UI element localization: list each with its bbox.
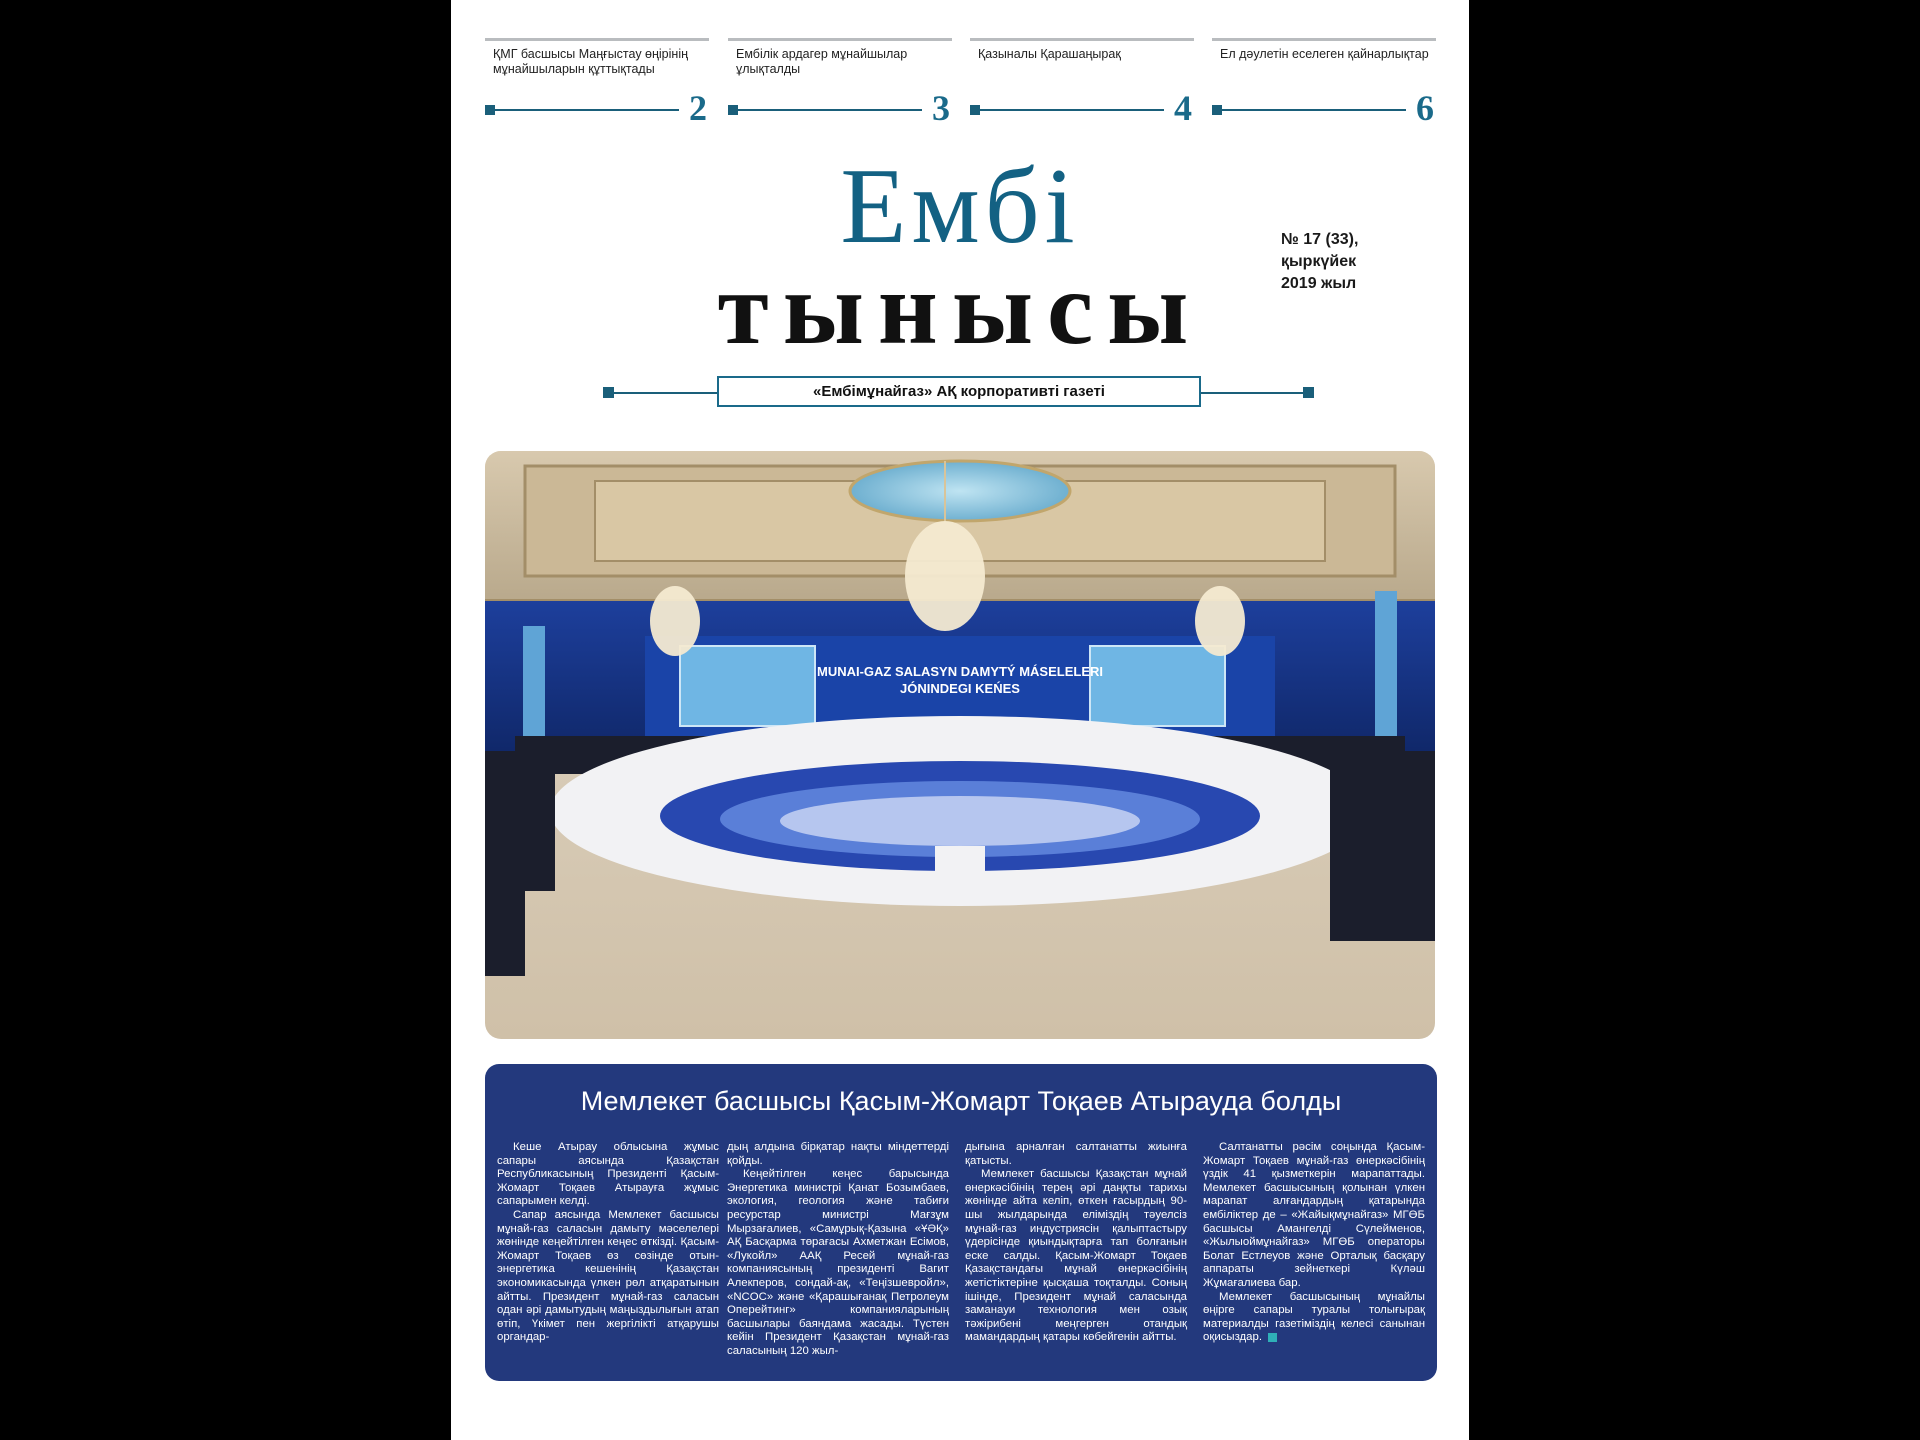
teaser-1[interactable] <box>485 38 709 128</box>
teaser-2[interactable] <box>728 38 952 128</box>
teaser-marker <box>728 105 738 115</box>
teaser-marker <box>485 105 495 115</box>
teaser-title: Қазыналы Қарашаңырақ <box>978 47 1121 61</box>
photo-banner-line1: MUNAI-GAZ SALASYN DAMYTÝ MÁSELELERI <box>817 664 1103 679</box>
article-column-4 <box>1203 1141 1425 1345</box>
teaser-marker <box>970 105 980 115</box>
teaser-4[interactable] <box>1212 38 1436 128</box>
subtitle-left-rule <box>609 392 717 394</box>
issue-number: № 17 (33), <box>1281 231 1359 248</box>
teaser-rule <box>980 109 1164 111</box>
masthead-title-line1: Ембі <box>840 147 1080 266</box>
issue-info <box>1281 229 1358 295</box>
photo-banner-line2: JÓNINDEGI KEŃES <box>900 681 1020 696</box>
teaser-page-number: 4 <box>1174 88 1192 128</box>
article-last-paragraph-text: Мемлекет басшысының мұнайлы өңірге сапары туралы толығырақ материалды газетіміздің келесі санынан оқисыздар. <box>1203 1290 1425 1344</box>
subtitle-box: «Ембімұнайгаз» АҚ корпоративті газеті <box>717 376 1201 407</box>
issue-month: қыркүйек <box>1281 253 1357 270</box>
article-paragraph <box>1203 1291 1425 1345</box>
article-paragraph: Мемлекет басшысы Қазақстан мұнай өнеркәсібінің терең әрі даңқты тарихы жөнінде айта келіп, өткен ғасырдың 90-шы жылдарында еліміздің тәуелсіз мұнай-газ индустриясін қалыптастыру үдерісінде қиындықтарға тап болғанын еске салды. Қасым-Жомарт Тоқаев Қазақстандағы мұнай өнеркәсібінің жетістіктеріне қысқаша тоқталды. Соның ішінде, Президент мұнай саласында заманауи технология мен озық тәжірибені меңгерген отандық мамандардың қатары көбейгенін айтты. <box>965 1168 1187 1344</box>
article-headline: Мемлекет басшысы Қасым-Жомарт Тоқаев Атырауда болды <box>580 1086 1342 1116</box>
teaser-page-number: 3 <box>932 88 950 128</box>
teaser-title: Ембілік ардагер мұнайшылар ұлықталды <box>736 47 908 76</box>
teaser-3[interactable] <box>970 38 1194 128</box>
teaser-title: ҚМГ басшысы Маңғыстау өңірінің мұнайшыларын құттықтады <box>493 47 688 76</box>
teaser-divider <box>728 38 952 41</box>
teaser-divider <box>1212 38 1436 41</box>
teaser-marker <box>1212 105 1222 115</box>
article-paragraph: Салтанатты рәсім соңында Қасым-Жомарт Тоқаев мұнай-газ өнеркәсібінің үздік 41 қызметкерін марапаттады. Мемлекет басшысының қолынан үлкен марапат алғандардың қатарында ембіліктер де – «Жайықмұнайгаз» МГӨБ басшысы Амангелді Сүлейменов, «Жылыоймұнайгаз» МГӨБ операторы Болат Естлеуов және Орталық басқару аппараты зейнеткері Күләш Жұмағалиева бар. <box>1203 1141 1425 1289</box>
teaser-page-number: 6 <box>1416 88 1434 128</box>
article-paragraph: Сапар аясында Мемлекет басшысы мұнай-газ саласын дамыту мәселелері жөнінде кеңейтілген кеңес өткізді. Қасым-Жомарт Тоқаев өз сөзінде отын-энергетика кешенінің Қазақстан экономикасында үлкен рөл атқаратынын айтты. Президент мұнай-газ саласын одан әрі дамытудың маңыздылығын атап өтіп, Үкімет пен жергілікті атқарушы органдар- <box>497 1208 719 1344</box>
subtitle-right-rule <box>1201 392 1309 394</box>
article-column-2 <box>727 1141 949 1359</box>
article-paragraph: дың алдына бірқатар нақты міндеттерді қойды. <box>727 1141 949 1167</box>
article-paragraph: Кеше Атырау облысына жұмыс сапары аясында Қазақстан Республикасының Президенті Қасым-Жомарт Тоқаев Атырауға жұмыс сапарымен келді. <box>497 1141 719 1208</box>
newspaper-page <box>451 0 1469 1440</box>
conference-hall-image <box>485 451 1435 1039</box>
article-column-3 <box>965 1141 1187 1345</box>
teaser-rule <box>495 109 679 111</box>
teaser-rule <box>1222 109 1406 111</box>
cover-photo <box>485 451 1435 1039</box>
article-paragraph: дығына арналған салтанатты жиынға қатысты. <box>965 1141 1187 1167</box>
subtitle-right-marker <box>1303 387 1314 398</box>
teaser-divider <box>485 38 709 41</box>
teaser-divider <box>970 38 1194 41</box>
article-paragraph: Кеңейтілген кеңес барысында Энергетика министрі Қанат Бозымбаев, экология, геология және табиғи ресурстар министрі Мағзұм Мырзағалиев, «Самұрық-Қазына «ҰӘҚ» АҚ Басқарма төрағасы Ахметжан Есімов, «Лукойл» ААҚ Ресей мұнай-газ компаниясының президенті Вагит Алекперов, сондай-ақ, «Теңізшевройл», «NCOC» және «Қарашығанақ Петролеум Оперейтинг» компанияларының басшылары баяндама жасады. Түстен кейін Президент Қазақстан мұнай-газ саласының 120 жыл- <box>727 1168 949 1357</box>
masthead-title-line2: тынысы <box>717 251 1203 366</box>
issue-year: 2019 жыл <box>1281 275 1357 292</box>
teaser-page-number: 2 <box>689 88 707 128</box>
article-column-1 <box>497 1141 719 1345</box>
teaser-rule <box>738 109 922 111</box>
end-of-article-icon <box>1268 1333 1277 1342</box>
lead-article <box>485 1064 1437 1381</box>
teaser-title: Ел дәулетін еселеген қайнарлықтар <box>1220 47 1429 61</box>
